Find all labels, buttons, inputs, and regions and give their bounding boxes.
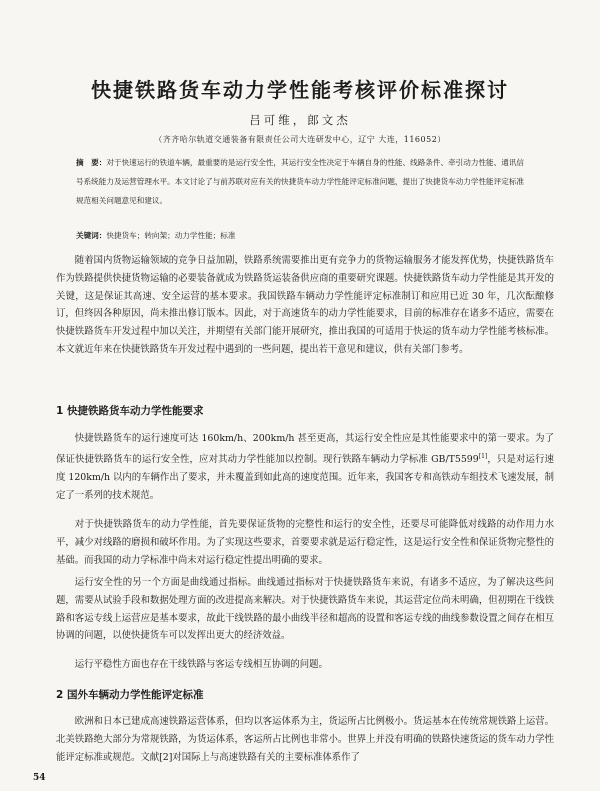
section-1-paragraph-2: 对于快捷铁路货车的动力学性能，首先要保证货物的完整性和运行的安全性，还要尽可能降低对线路的动作用力水平，减少对线路的磨损和破坏作用。为了实现这些要求，首要要求就是运行稳定性，这是运行安全性和保证货物完整性的基础。而我国的动力学标准中尚未对运行稳定性提出明确的要求。 [56,519,554,566]
s1-para1-after: ，只是对运行速度 120km/h 以内的车辆作出了要求，并未覆盖到如此高的速度范围。近年来，我国客专和高铁动车组技术飞速发展，制定了一系列的技术规范。 [56,453,554,501]
abstract-block [76,153,531,210]
paper-affiliation: （齐齐哈尔轨道交通装备有限责任公司大连研发中心，辽宁 大连，116052） [154,135,446,144]
citation-1: [1] [478,452,488,460]
keywords-text: 快捷货车；转向架；动力学性能；标准 [106,231,236,240]
section-1-heading: 1 快捷铁路货车动力学性能要求 [56,405,204,417]
page-number: 54 [33,773,46,783]
abstract-text: 对于快速运行的铁道车辆，最重要的是运行安全性，其运行安全性决定于车辆自身的性能、线路条件、牵引动力性能、通讯信号系统能力及运营管理水平。本文讨论了与前苏联对应有关的快捷货车动力学性能评定标准问题，提出了快捷货车动力学性能评定标准规范相关问题意见和建议。 [76,158,525,205]
s1-para1-before: 快捷铁路货车的运行速度可达 160km/h、200km/h 甚至更高，其运行安全性应是其性能要求中的第一要求。为了保证快捷铁路货车的运行安全性，应对其动力学性能加以控制。现行铁路车辆动力学标准 GB/T5599 [56,433,554,465]
keywords-block [76,230,531,242]
keywords-label: 关键词： [76,231,107,240]
section-1-paragraph-3: 运行安全性的另一个方面是曲线通过指标。曲线通过指标对于快捷铁路货车来说，有诸多不适应，为了解决这些问题，需要从试验手段和数据处理方面的改进提高来解决。对于快捷铁路货车来说，其运营定位尚未明确，但初期在干线铁路和客运专线上运营应是基本要求，故此干线铁路的最小曲线半径和超高的设置和客运专线的曲线参数设置之间存在相互协调的问题，以使快捷货车可以发挥出更大的经济效益。 [56,577,554,642]
paper-authors: 吕可维，郎文杰 [249,113,351,127]
abstract-label: 摘 要： [76,158,107,167]
paper-title: 快捷铁路货车动力学性能考核评价标准探讨 [91,78,509,102]
section-2-paragraph-1: 欧洲和日本已建成高速铁路运营体系，但均以客运体系为主，货运所占比例极小。货运基本在传统常规铁路上运营。北美铁路绝大部分为常规铁路，为货运体系，客运所占比例也非常小。世界上并没有明确的铁路快速货运的货车动力学性能评定标准或规范。文献[2]对国际上与高速铁路有关的主要标准体系作了 [56,716,554,763]
section-1-paragraph-4: 运行平稳性方面也存在干线铁路与客运专线相互协调的问题。 [74,659,328,670]
section-1-paragraph-1 [56,430,554,504]
intro-paragraph: 随着国内货物运输领域的竞争日益加剧，铁路系统需要推出更有竞争力的货物运输服务才能发挥优势，快捷铁路货车作为铁路提供快捷货物运输的必要装备就成为铁路货运装备供应商的重要研究课题。快捷铁路货车动力学性能是其开发的关键，这是保证其高速、安全运营的基本要求。我国铁路车辆动力学性能评定标准制订和应用已近 30 年，几次酝酿修订，但终因各种原因，尚未推出修订版本。因此，对于高速货车的动力学性能要求，目前的标准存在诸多不适应，需要在快捷铁路货车开发过程中加以关注，并期望有关部门能开展研究，推出我国的可适用于快运的货车动力学性能考核标准。本文就近年来在快捷铁路货车开发过程中遇到的一些问题，提出若干意见和建议，供有关部门参考。 [56,255,554,355]
section-2-heading: 2 国外车辆动力学性能评定标准 [56,689,204,701]
